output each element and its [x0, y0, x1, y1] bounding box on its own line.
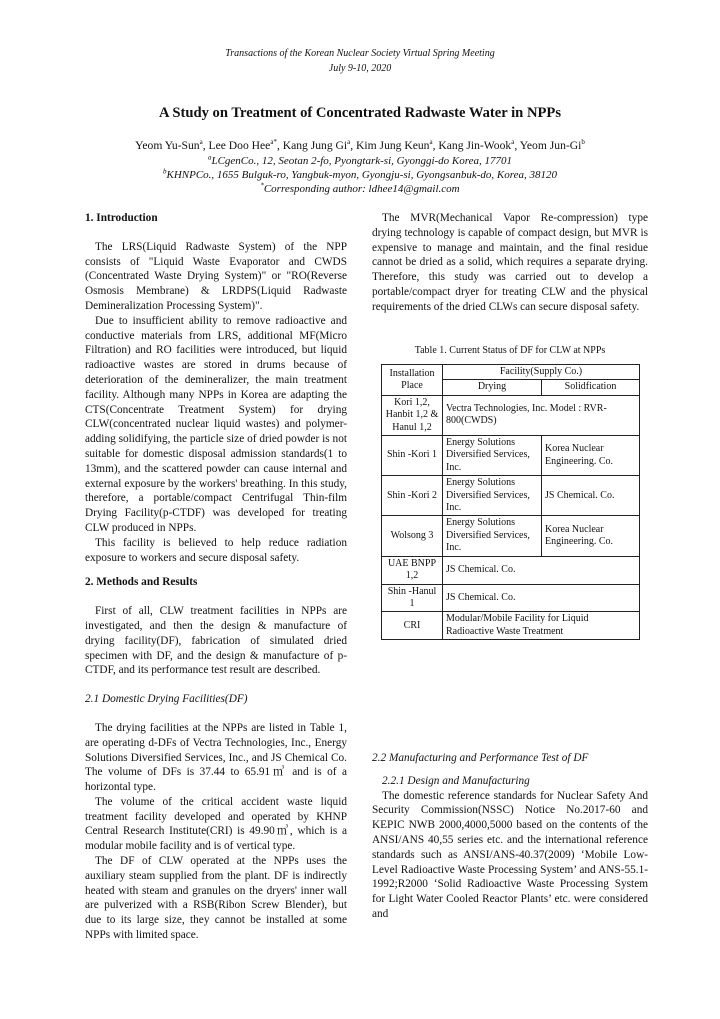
table-row [382, 584, 640, 612]
table-cell: Shin -Kori 2 [382, 476, 443, 516]
right-column-top [372, 211, 648, 315]
paragraph: The volume of the critical accident waste liquid treatment facility developed and operated by KHNP Central Research Institute(CRI) is 49.90㎥, which is a modular mobile facility and is of vertical type. [85, 795, 347, 853]
table-row [382, 556, 640, 584]
table-cell: JS Chemical. Co. [443, 584, 640, 612]
table-row [382, 365, 640, 380]
table-row [382, 516, 640, 556]
table-cell: Vectra Technologies, Inc. Model : RVR-800(CWDS) [443, 395, 640, 435]
affiliation-a: $^a$LCgenCo., 12, Seotan 2-fo, Pyongtark-si, Gyonggi-do Korea, 17701 [207, 153, 513, 167]
table-cell: Wolsong 3 [382, 516, 443, 556]
table-cell: Energy Solutions Diversified Services, Inc. [443, 476, 542, 516]
table-cell: JS Chemical. Co. [443, 556, 640, 584]
author-list: Yeom Yu-Sun$^a$, Lee Doo Hee$^{a*}$, Kang Jung Gi$^a$, Kim Jung Keun$^a$, Kang Jin-Wook$^a$, Yeom Jun-Gi$^b$ [135, 138, 585, 152]
paragraph: The LRS(Liquid Radwaste System) of the NPP consists of "Liquid Waste Evaporator and CWDS (Concentrated Waste Drying System)" or "RO(Reverse Osmosis Membrane) & LRDPS(Liquid Radwaste Demineralization Processing System)". [85, 240, 347, 312]
author: Kim Jung Keun [356, 139, 430, 152]
subsection-heading-2-1: 2.1 Domestic Drying Facilities(DF) [85, 693, 248, 706]
running-header-date: July 9-10, 2020 [328, 63, 392, 74]
table-row [382, 476, 640, 516]
table-cell: Korea Nuclear Engineering. Co. [542, 436, 640, 476]
paragraph: The MVR(Mechanical Vapor Re-compression) type drying technology is capable of compact design, but MVR is expensive to manage and maintain, and the final residue cannot be dried as a solid, which requires a separate drying. Therefore, this study was carried out to develop a portable/compact dryer for treating CLW and the physical requirements of the dried CLWs can secure disposal safety. [372, 212, 648, 313]
table-header-place: Installation Place [382, 365, 443, 396]
paper-title: A Study on Treatment of Concentrated Radwaste Water in NPPs [159, 105, 561, 121]
paragraph: The DF of CLW operated at the NPPs uses the auxiliary steam supplied from the plant. DF is indirectly heated with steam and granules on the dryers' inner wall are pulverized with a RSB(Ribon Screw Blender), but due to its large size, they cannot be installed at some NPPs with limited space. [85, 855, 347, 942]
section-heading-methods: 2. Methods and Results [85, 576, 198, 589]
table-row [382, 612, 640, 640]
author: Yeom Yu-Sun [135, 139, 200, 152]
paragraph: Due to insufficient ability to remove radioactive and conductive materials from LRS, additional MF(Micro Filtration) and RO facilities were introduced, but liquid radioactive wastes are stored in drums because of deterioration of the demineralizer, the main treatment facility. Although many NPPs in Korea are adapting the CTS(Concentrate Treatment System) for drying CLW(concentrated nuclear liquid wastes) and polymer-adding solidifying, the particle size of dried powder is not suitable for domestic disposal admission standards(1 to 13mm), and the scattered powder can cause internal and external exposure by the workers' breathing. In this study, therefore, a portable/compact Centrifugal Thin-film Drying Facility(p-CTDF) was developed for treating CLW produced in NPPs. [85, 314, 347, 534]
drying-facility-table [381, 364, 640, 640]
table-cell: Kori 1,2, Hanbit 1,2 & Hanul 1,2 [382, 395, 443, 435]
table-header-facility: Facility(Supply Co.) [443, 365, 640, 380]
author: Yeom Jun-Gi [519, 139, 582, 152]
paragraph: The drying facilities at the NPPs are listed in Table 1, are operating d-DFs of Vectra Technologies, Inc., Energy Solutions Diversified Services, Inc., and JS Chemical Co. The volume of DFs is 37.44 to 65.91㎥ and is of a horizontal type. [85, 721, 347, 794]
table-row [382, 395, 640, 435]
table-header-drying: Drying [443, 380, 542, 395]
corresponding-author: *Corresponding author: ldhee14@gmail.com [260, 181, 460, 195]
author: Lee Doo Hee [208, 139, 271, 152]
table-cell: JS Chemical. Co. [542, 476, 640, 516]
subsection-heading-2-2: 2.2 Manufacturing and Performance Test of DF [372, 752, 589, 764]
table-row [382, 436, 640, 476]
left-column [85, 211, 347, 943]
table-cell: Energy Solutions Diversified Services, Inc. [443, 436, 542, 476]
paragraph: The domestic reference standards for Nuclear Safety And Security Commission(NSSC) Notice No.2017-60 and KEPIC NWB 2000,4000,5000 based on the contents of the ANSI/ANS 40,55 series etc. and the international reference standards such as ANSI/ANS-40.37(2009) ‘Mobile Low-Level Radioactive Waste Processing System’ and ANS-55.1-1992;R2000 ‘Solid Radioactive Waste Processing System for Light Water Cooled Reactor Plants’ etc. were considered and [372, 789, 648, 920]
section-heading-introduction: 1. Introduction [85, 212, 158, 224]
affiliation-b: $^b$KHNPCo., 1655 Bulguk-ro, Yangbuk-myon, Gyongju-si, Gyongsanbuk-do, Korea, 38120 [163, 167, 557, 181]
paragraph: This facility is believed to help reduce radiation exposure to workers and secure disposal safety. [85, 536, 347, 564]
table-header-solidification: Solidfication [542, 380, 640, 395]
table-cell: Korea Nuclear Engineering. Co. [542, 516, 640, 556]
author: Kang Jung Gi [282, 139, 348, 152]
running-header-conference: Transactions of the Korean Nuclear Society Virtual Spring Meeting [225, 48, 495, 59]
author: Kang Jin-Wook [438, 139, 512, 152]
table-cell: Energy Solutions Diversified Services, Inc. [443, 516, 542, 556]
table-cell: CRI [382, 612, 443, 640]
table-cell: Shin -Hanul 1 [382, 584, 443, 612]
table-cell: Modular/Mobile Facility for Liquid Radioactive Waste Treatment [443, 612, 640, 640]
table-cell: Shin -Kori 1 [382, 436, 443, 476]
table-caption: Table 1. Current Status of DF for CLW at NPPs [414, 345, 606, 356]
subsection-heading-2-2-1: 2.2.1 Design and Manufacturing [382, 774, 530, 787]
right-column-bottom [372, 751, 648, 922]
table-cell: UAE BNPP 1,2 [382, 556, 443, 584]
paragraph: First of all, CLW treatment facilities in NPPs are investigated, and then the design & manufacture of drying facility(DF), fabrication of simulated dried specimen with DF, and the design & manufacture of p-CTDF, and its performance test result are described. [85, 605, 347, 677]
